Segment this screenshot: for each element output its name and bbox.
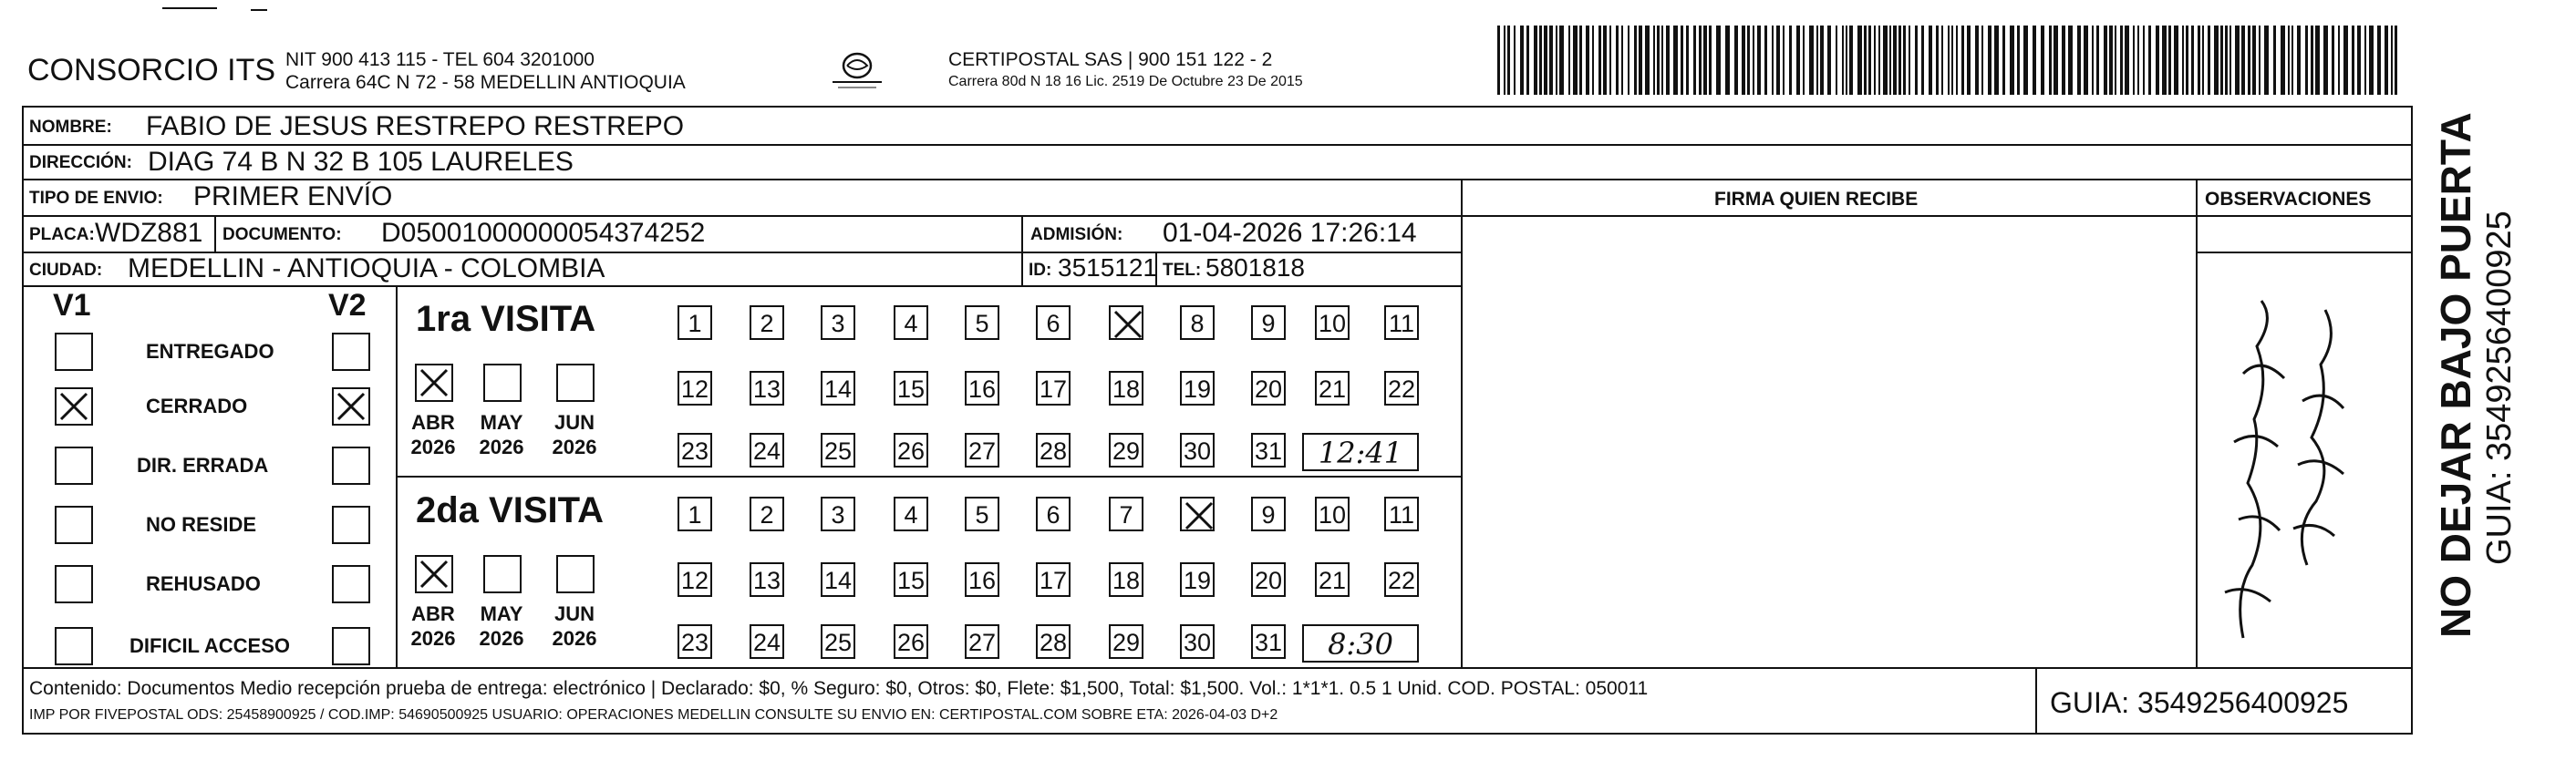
barcode-bar [1579,26,1582,95]
month-label: ABR [411,602,455,625]
barcode-bar [1883,26,1888,95]
reason-label: DIFICIL ACCESO [129,634,291,657]
day-cell: 21 [1315,371,1350,406]
day-cell: 2 [750,305,784,340]
barcode-bar [1981,26,1983,95]
day-cell: 1 [678,497,712,531]
day-cell: 18 [1109,562,1143,597]
barcode-bar [1827,26,1831,95]
ciudad-label: CIUDAD: [29,261,103,280]
id-value: 3515121 [1058,253,1158,282]
day-cell: 3 [821,305,855,340]
barcode-bar [1909,26,1910,95]
barcode-bar [1653,26,1655,95]
placa-value: WDZ881 [95,218,203,248]
barcode-bar [1686,26,1689,95]
month-checkbox [415,364,453,402]
day-cell: 30 [1180,433,1215,468]
col-divider [1021,215,1023,286]
barcode-bar [2017,26,2020,95]
day-cell: 27 [965,624,999,659]
day-cell: 26 [894,433,928,468]
barcode-bar [1645,26,1650,95]
barcode-bar [1772,26,1774,95]
day-cell: 23 [678,624,712,659]
v2-reason-checkbox [332,627,370,665]
barcode-bar [1836,26,1837,95]
barcode-bar [1514,26,1516,95]
reason-label: CERRADO [146,395,248,417]
barcode-bar [2156,26,2159,95]
barcode-bar [1526,26,1529,95]
documento-label: DOCUMENTO: [222,225,342,244]
day-cell: 12 [678,562,712,597]
barcode-bar [1520,26,1524,95]
day-cell: 12 [678,371,712,406]
v2-label: V2 [328,288,367,323]
barcode-bar [2041,26,2044,95]
year-label: 2026 [410,436,456,458]
barcode-bar [1673,26,1678,95]
barcode-bar [2343,26,2348,95]
v2-reason-checkbox [332,565,370,603]
barcode-bar [2174,26,2178,95]
tel-value: 5801818 [1205,253,1306,282]
month-checkbox [415,555,453,593]
handwritten-observation [2207,292,2380,656]
v1-label: V1 [53,288,91,323]
barcode-bar [1657,26,1660,95]
barcode-bar [1504,26,1505,95]
day-cell: 2 [750,497,784,531]
day-cell: 27 [965,433,999,468]
barcode-bar [1803,26,1805,95]
day-cell: 24 [750,624,784,659]
day-cell: 4 [894,305,928,340]
handwritten-time: 8:30 [1302,624,1419,663]
barcode-bar [2068,26,2073,95]
barcode-bar [1961,26,1964,95]
row-divider [2196,252,2411,253]
day-cell: 15 [894,371,928,406]
barcode-bar [2252,26,2256,95]
ciudad-value: MEDELLIN - ANTIOQUIA - COLOMBIA [128,253,605,283]
barcode-bar [2248,26,2250,95]
day-cell: 16 [965,371,999,406]
direccion-label: DIRECCIÓN: [29,153,132,172]
barcode-bar [1549,26,1553,95]
barcode-bar [2143,26,2145,95]
day-cell: 7 [1109,497,1143,531]
barcode-bar [2369,26,2374,95]
barcode-bar [1693,26,1696,95]
barcode-bar [1747,26,1750,95]
day-cell: 4 [894,497,928,531]
observaciones-label: OBSERVACIONES [2205,189,2372,210]
barcode-bar [2332,26,2334,95]
barcode-bar [2214,26,2219,95]
barcode-bar [1783,26,1785,95]
barcode-bar [1796,26,1800,95]
v1-reason-checkbox [55,627,93,665]
barcode-bar [2273,26,2276,95]
barcode-bar [1820,26,1824,95]
barcode-bar [1573,26,1578,95]
barcode-bar [1621,26,1623,95]
barcode-bar [1539,26,1542,95]
day-cell: 23 [678,433,712,468]
month-checkbox [483,364,522,402]
barcode-bar [1603,26,1607,95]
year-label: 2026 [552,436,597,458]
day-cell: 29 [1109,624,1143,659]
barcode-bar [2364,26,2366,95]
day-cell: 14 [821,562,855,597]
day-cell-checked [1109,305,1143,340]
barcode-bar [1616,26,1619,95]
barcode-bar [1742,26,1745,95]
v2-reason-checkbox [332,447,370,485]
barcode-bar [2133,26,2135,95]
certipostal-logo [825,47,889,98]
day-cell: 10 [1315,497,1350,531]
barcode-bar [2077,26,2081,95]
top-edge-mark [162,7,217,9]
admision-value: 01-04-2026 17:26:14 [1163,218,1417,248]
barcode-bar [1809,26,1814,95]
barcode-bar [1699,26,1702,95]
barcode-bar [2311,26,2313,95]
placa-label: PLACA: [29,225,95,244]
reason-label: REHUSADO [146,572,261,595]
reason-label: NO RESIDE [146,513,257,536]
day-cell: 13 [750,562,784,597]
barcode-bar [1559,26,1564,95]
day-cell: 20 [1251,562,1286,597]
v1-reason-checkbox [55,447,93,485]
day-cell: 10 [1315,305,1350,340]
v1-reason-checkbox [55,506,93,544]
month-label: ABR [411,411,455,434]
barcode-bar [2297,26,2301,95]
barcode-bar [1753,26,1754,95]
barcode-bar [1716,26,1721,95]
barcode-bar [1764,26,1767,95]
barcode-bar [1921,26,1924,95]
barcode-bar [1789,26,1792,95]
day-cell: 31 [1251,624,1286,659]
day-cell: 15 [894,562,928,597]
barcode-bar [1951,26,1953,95]
barcode-bar [2305,26,2308,95]
barcode-bar [2338,26,2340,95]
v1-reason-checkbox [55,333,93,371]
barcode-bar [2033,26,2036,95]
barcode-bar [1893,26,1897,95]
barcode-bar [2264,26,2269,95]
top-edge-mark [251,9,267,11]
barcode-bar [2002,26,2005,95]
barcode-bar [1666,26,1670,95]
barcode-bar [1956,26,1958,95]
barcode-bar [2385,26,2388,95]
barcode-bar [1988,26,1991,95]
day-cell: 19 [1180,562,1215,597]
id-label: ID: [1029,261,1052,280]
barcode-bar [1734,26,1738,95]
barcode-bar [1816,26,1818,95]
barcode-bar [1534,26,1537,95]
day-cell: 14 [821,371,855,406]
barcode-bar [2281,26,2285,95]
barcode-bar [1967,26,1971,95]
second-visit-title: 2da VISITA [416,490,604,530]
barcode-bar [1556,26,1557,95]
day-cell: 3 [821,497,855,531]
barcode-bar [2168,26,2171,95]
barcode-bar [2186,26,2188,95]
barcode-bar [1507,26,1510,95]
reason-label: DIR. ERRADA [137,454,269,477]
v1-reason-checkbox [55,565,93,603]
visit-divider [396,476,1463,478]
barcode-bar [2225,26,2228,95]
day-cell: 21 [1315,562,1350,597]
barcode-bar [2010,26,2014,95]
barcode-bar [1497,26,1500,95]
day-cell: 8 [1180,305,1215,340]
barcode-bar [2182,26,2184,95]
barcode-bar [2208,26,2210,95]
barcode-bar [1725,26,1730,95]
barcode-bar [1975,26,1979,95]
barcode-bar [1857,26,1862,95]
barcode-bar [1776,26,1780,95]
barcode-bar [2288,26,2290,95]
barcode-bar [2241,26,2245,95]
barcode-bar [1846,26,1847,95]
barcode-bar [1544,26,1547,95]
barcode-bar [1609,26,1611,95]
day-cell: 1 [678,305,712,340]
barcode-bar [2235,26,2240,95]
company-nit: NIT 900 413 115 - TEL 604 3201000 [285,49,595,70]
nombre-label: NOMBRE: [29,118,112,137]
barcode-bar [1681,26,1683,95]
barcode-bar [2323,26,2328,95]
barcode-bar [2148,26,2151,95]
row-divider [22,179,2411,180]
v2-reason-checkbox [332,387,370,426]
col-divider [1461,179,1463,669]
admision-label: ADMISIÓN: [1030,225,1123,244]
reason-label: ENTREGADO [146,340,274,363]
barcode-bar [1757,26,1761,95]
barcode-bar [2084,26,2088,95]
month-label: MAY [480,602,523,625]
barcode-bar [2092,26,2094,95]
footer-guia: GUIA: 3549256400925 [2050,686,2349,719]
barcode-bar [2391,26,2393,95]
firma-label: FIRMA QUIEN RECIBE [1714,189,1919,210]
day-cell: 18 [1109,371,1143,406]
barcode-bar [1628,26,1629,95]
day-cell: 13 [750,371,784,406]
day-cell: 17 [1036,562,1071,597]
row-divider [22,285,1463,287]
direccion-value: DIAG 74 B N 32 B 105 LAURELES [148,147,574,177]
barcode-bar [2062,26,2065,95]
barcode-bar [1889,26,1891,95]
barcode-bar [1592,26,1594,95]
col-divider [2035,667,2037,735]
barcode-bar [2352,26,2354,95]
year-label: 2026 [410,627,456,650]
carrier-license: Carrera 80d N 18 16 Lic. 2519 De Octubre 23 De 2015 [948,74,1303,89]
barcode-bar [1878,26,1880,95]
barcode-bar [2096,26,2099,95]
day-cell: 30 [1180,624,1215,659]
nombre-value: FABIO DE JESUS RESTREPO RESTREPO [146,111,685,141]
tipo-envio-value: PRIMER ENVÍO [193,181,393,211]
month-label: JUN [553,411,595,434]
day-cell: 19 [1180,371,1215,406]
barcode-bar [2054,26,2058,95]
barcode-bar [1703,26,1707,95]
month-checkbox [483,555,522,593]
footer-imp-line: IMP POR FIVEPOSTAL ODS: 25458900925 / COD.IMP: 54690500925 USUARIO: OPERACIONES MEDELLIN CONSULTE SU ENVIO EN: CERTIPOSTAL.COM SOBRE ETA: 2026-04-03 D+2 [29,707,1278,723]
day-cell: 22 [1384,371,1419,406]
barcode-bar [2292,26,2293,95]
day-cell: 25 [821,624,855,659]
barcode [1497,26,2398,95]
barcode-bar [1936,26,1939,95]
day-cell: 20 [1251,371,1286,406]
day-cell: 26 [894,624,928,659]
day-cell: 25 [821,433,855,468]
day-cell: 22 [1384,562,1419,597]
year-label: 2026 [552,627,597,650]
day-cell: 24 [750,433,784,468]
day-cell: 6 [1036,497,1071,531]
day-cell: 11 [1384,305,1419,340]
day-cell: 28 [1036,624,1071,659]
barcode-bar [2109,26,2113,95]
tipo-envio-label: TIPO DE ENVIO: [29,189,163,208]
barcode-bar [2395,26,2397,95]
barcode-bar [2137,26,2139,95]
day-cell-checked [1180,497,1215,531]
barcode-bar [2115,26,2116,95]
v2-reason-checkbox [332,506,370,544]
barcode-bar [2220,26,2223,95]
barcode-bar [2259,26,2260,95]
col-divider [2196,179,2198,669]
barcode-bar [1915,26,1918,95]
day-cell: 17 [1036,371,1071,406]
barcode-bar [1849,26,1853,95]
barcode-bar [2229,26,2231,95]
barcode-bar [1661,26,1663,95]
company-name: CONSORCIO ITS [27,53,276,87]
barcode-bar [2357,26,2361,95]
day-cell: 29 [1109,433,1143,468]
day-cell: 5 [965,305,999,340]
barcode-bar [1864,26,1867,95]
barcode-bar [1948,26,1950,95]
day-cell: 6 [1036,305,1071,340]
barcode-bar [1903,26,1906,95]
barcode-bar [2120,26,2123,95]
barcode-bar [2377,26,2381,95]
month-checkbox [556,555,595,593]
barcode-bar [1842,26,1844,95]
barcode-bar [2125,26,2129,95]
side-guia: GUIA: 3549256400925 [2480,211,2519,565]
day-cell: 28 [1036,433,1071,468]
footer-content-line: Contenido: Documentos Medio recepción prueba de entrega: electrónico | Declarado: $0, % Seguro: $0, Otros: $0, Flete: $1,500, Total: $1,500. Vol.: 1*1*1. 0.5 1 Unid. COD. POSTAL: 050011 [29,678,1649,699]
barcode-bar [2315,26,2320,95]
first-visit-title: 1ra VISITA [416,299,596,339]
barcode-bar [1709,26,1712,95]
barcode-bar [2023,26,2028,95]
day-cell: 9 [1251,497,1286,531]
barcode-bar [1929,26,1932,95]
barcode-bar [2191,26,2194,95]
carrier-name: CERTIPOSTAL SAS | 900 151 122 - 2 [948,49,1273,70]
no-dejar-notice: NO DEJAR BAJO PUERTA [2432,112,2479,638]
row-divider [22,667,2411,669]
day-cell: 31 [1251,433,1286,468]
barcode-bar [1639,26,1642,95]
barcode-bar [1941,26,1943,95]
barcode-bar [2202,26,2204,95]
barcode-bar [1994,26,1999,95]
day-cell: 16 [965,562,999,597]
month-checkbox [556,364,595,402]
row-divider [22,144,2411,146]
barcode-bar [1568,26,1570,95]
day-cell: 9 [1251,305,1286,340]
company-address: Carrera 64C N 72 - 58 MEDELLIN ANTIOQUIA [285,72,686,93]
barcode-bar [2162,26,2167,95]
barcode-bar [1598,26,1601,95]
day-cell: 5 [965,497,999,531]
month-label: JUN [553,602,595,625]
year-label: 2026 [479,436,524,458]
day-cell: 11 [1384,497,1419,531]
documento-value: D05001000000054374252 [381,218,706,248]
barcode-bar [1874,26,1876,95]
handwritten-time: 12:41 [1302,433,1419,471]
barcode-bar [2104,26,2107,95]
v1-reason-checkbox [55,387,93,426]
barcode-bar [1586,26,1589,95]
col-divider [214,215,216,252]
month-label: MAY [480,411,523,434]
barcode-bar [1898,26,1901,95]
barcode-bar [2049,26,2052,95]
barcode-bar [2198,26,2200,95]
barcode-bar [1868,26,1871,95]
row-divider [22,215,2411,217]
barcode-bar [1634,26,1637,95]
v2-reason-checkbox [332,333,370,371]
tel-label: TEL: [1163,261,1202,280]
year-label: 2026 [479,627,524,650]
